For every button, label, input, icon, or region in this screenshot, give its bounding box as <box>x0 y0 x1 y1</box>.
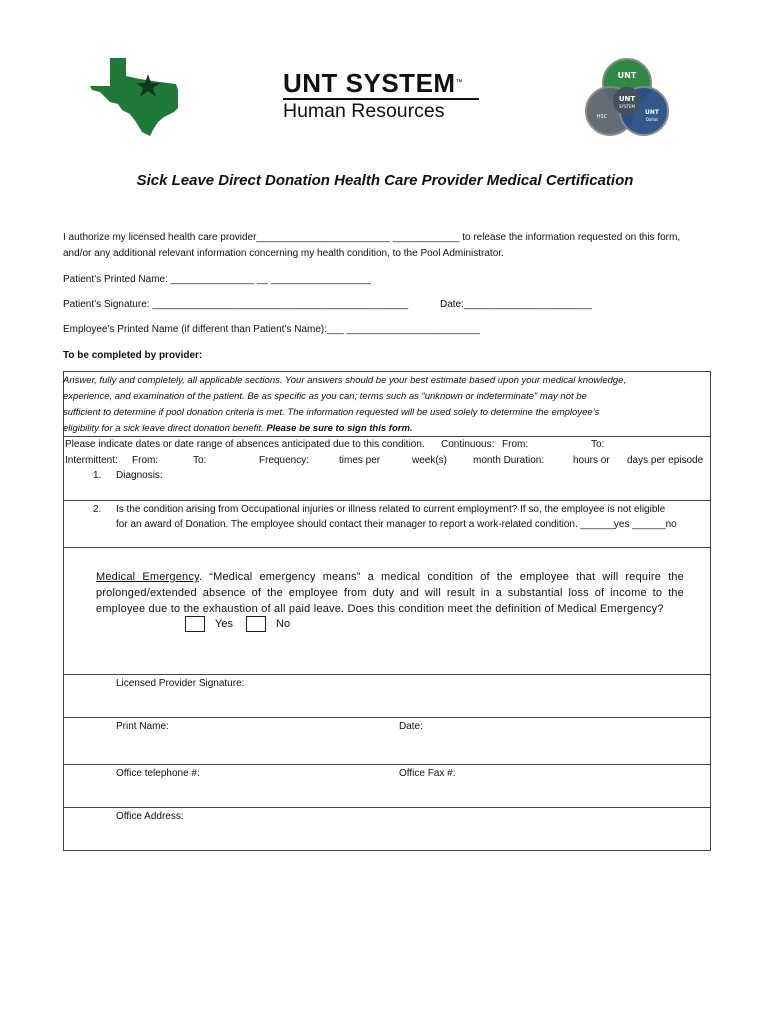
texas-logo <box>88 56 190 136</box>
svg-text:UNT: UNT <box>617 71 637 80</box>
patient-date-field[interactable]: Date:_______________________ <box>440 299 592 310</box>
no-label: No <box>276 618 291 630</box>
medical-emergency-text: . “Medical emergency means” a medical condition of the employee that will require the prolonged/extended absence of the employee from duty and will result in a substantial loss of income to the employee due to the exhaustion of all paid leave. Does this condition meet the definition of Medical Emergency? <box>96 571 684 615</box>
weeks-label: week(s) <box>412 455 448 466</box>
provider-signature-field[interactable]: Licensed Provider Signature: <box>116 678 245 689</box>
row-divider <box>63 436 711 437</box>
org-name: UNT SYSTEM™ <box>283 68 464 98</box>
office-telephone-field[interactable]: Office telephone #: <box>116 768 200 779</box>
provider-print-name-field[interactable]: Print Name: <box>116 721 169 732</box>
provider-instructions: Answer, fully and completely, all applicable sections. Your answers should be your best estimate based upon your medical knowledge, experience, and examination of the patient. Be as specific as you can; terms such as “unknown or indeterminate” may not be sufficient to determine if pool donation criteria is met. The information requested will be used solely to determine the employee’s eligibility for a sick leave direct donation benefit. Please be sure to sign this form. <box>63 375 627 434</box>
office-address-field[interactable]: Office Address: <box>116 811 184 822</box>
provider-date-field[interactable]: Date: <box>399 721 423 732</box>
medical-emergency-section <box>96 569 684 617</box>
yes-label: Yes <box>215 618 233 630</box>
dates-instruction: Please indicate dates or date range of absences anticipated due to this condition. <box>65 439 425 450</box>
form-title: Sick Leave Direct Donation Health Care Provider Medical Certification <box>136 172 634 189</box>
month-duration-label[interactable]: month Duration: <box>473 455 545 466</box>
continuous-from-label[interactable]: From: <box>502 439 529 450</box>
svg-text:SYSTEM: SYSTEM <box>619 104 635 109</box>
intermittent-label: Intermittent: <box>65 455 118 466</box>
occupational-question-line-2[interactable]: for an award of Donation. The employee should contact their manager to report a work-related condition. ______yes ______no <box>116 519 677 530</box>
hours-or-label: hours or <box>573 455 610 466</box>
row-divider <box>63 547 711 548</box>
continuous-label: Continuous: <box>441 439 495 450</box>
svg-text:Dallas: Dallas <box>645 117 659 122</box>
occupational-question-line-1: Is the condition arising from Occupational injuries or illness related to current employment? If so, the employee is not eligible <box>116 504 666 515</box>
no-checkbox[interactable] <box>246 616 266 632</box>
row-divider <box>63 764 711 765</box>
intermittent-to-label[interactable]: To: <box>193 455 207 466</box>
patient-printed-name-field[interactable]: Patient’s Printed Name: _______________ __ __________________ <box>63 274 371 285</box>
yes-checkbox[interactable] <box>185 616 205 632</box>
q2-number: 2. <box>93 504 102 515</box>
office-fax-field[interactable]: Office Fax #: <box>399 768 456 779</box>
intermittent-from-label[interactable]: From: <box>132 455 159 466</box>
employee-printed-name-field[interactable]: Employee’s Printed Name (if different than Patient’s Name):___ ________________________ <box>63 324 480 335</box>
authorization-line-2: and/or any additional relevant information concerning my health condition, to the Pool Administrator. <box>63 248 504 259</box>
times-per-label: times per <box>339 455 381 466</box>
svg-text:HSC: HSC <box>596 114 608 120</box>
texas-shape <box>90 58 178 136</box>
patient-signature-field[interactable]: Patient’s Signature: ______________________________________________ <box>63 299 409 310</box>
authorization-line-1: I authorize my licensed health care provider________________________ ____________ to release the information requested on this form, <box>63 232 681 243</box>
frequency-label[interactable]: Frequency: <box>259 455 310 466</box>
diagnosis-label[interactable]: Diagnosis: <box>116 470 163 481</box>
row-divider <box>63 717 711 718</box>
row-divider <box>63 674 711 675</box>
continuous-to-label[interactable]: To: <box>591 439 605 450</box>
svg-text:UNT: UNT <box>618 95 636 103</box>
medical-emergency-heading: Medical Emergency <box>96 571 199 583</box>
department-name: Human Resources <box>283 100 445 122</box>
days-per-episode-label: days per episode <box>627 455 704 466</box>
row-divider <box>63 807 711 808</box>
provider-section-heading: To be completed by provider: <box>63 350 203 361</box>
row-divider <box>63 500 711 501</box>
q1-number: 1. <box>93 470 102 481</box>
svg-text:UNT: UNT <box>645 109 659 116</box>
unt-system-seal <box>582 56 672 138</box>
